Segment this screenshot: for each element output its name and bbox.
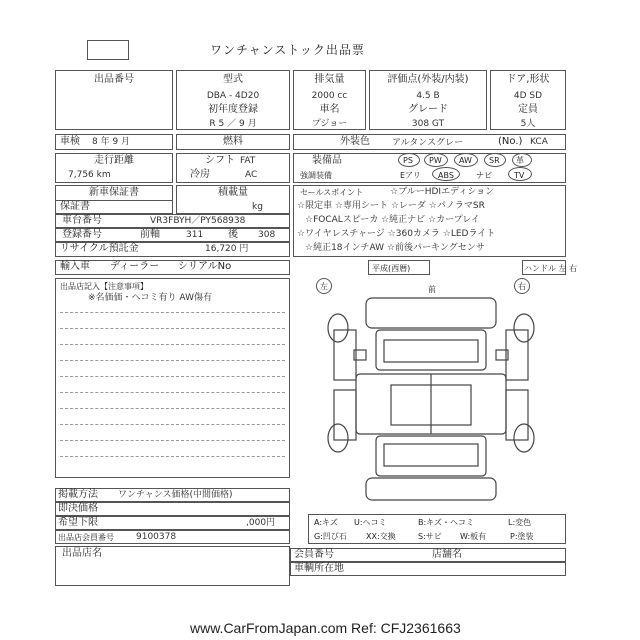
first-reg-label: 初年度登録 <box>208 104 258 115</box>
note-line <box>60 360 285 361</box>
shift-label: シフト <box>205 155 235 166</box>
capacity-value: 5人 <box>520 119 536 129</box>
inspection-label: 車検 <box>60 136 80 147</box>
equip-ps: PS <box>403 156 413 165</box>
exterior-color-value: アルタンスグレー <box>392 138 464 148</box>
first-reg-value: R 5 ／ 9 月 <box>209 119 257 129</box>
emphasis-4: TV <box>514 171 525 180</box>
grade-label: グレード <box>408 104 448 115</box>
handle-label: ハンドル 左 右 <box>524 264 578 273</box>
sales-point-1: ☆ブルーHDIエディション <box>390 187 495 197</box>
note-line <box>60 376 285 377</box>
plate-label: 登録番号 <box>62 229 102 240</box>
note-line <box>60 328 285 329</box>
emphasis-1: Eアリ <box>400 171 421 180</box>
legend-4: L:変色 <box>508 518 532 527</box>
grade-value: 308 GT <box>411 119 445 129</box>
sales-point-4: ☆ワイヤレスチャージ ☆360カメラ ☆LEDライト <box>297 229 496 239</box>
equip-leather: 革 <box>516 156 524 165</box>
car-name-value: プジョー <box>311 119 348 129</box>
import-dealer: ディーラー <box>110 261 160 272</box>
listing-type-value: ワンチャンス価格(中間価格) <box>118 490 233 500</box>
diagram-front: 前 <box>428 285 436 294</box>
car-name-label: 車名 <box>319 104 340 115</box>
legend-3: B:キズ・ヘコミ <box>418 518 475 527</box>
equip-aw: AW <box>459 156 472 165</box>
legend-9: P:塗装 <box>510 532 534 541</box>
sale-price-label: 即決価格 <box>58 503 98 514</box>
model-code-label: 型式 <box>223 74 243 85</box>
notes-title: 出品店記入【注意事項】 <box>60 282 148 291</box>
ac-value: AC <box>245 170 258 180</box>
mileage-value: 7,756 km <box>68 170 111 180</box>
sales-point-label: セールスポイント <box>300 188 364 197</box>
max-load-value: kg <box>252 202 263 212</box>
sales-point-2: ☆限定車 ☆専用シート ☆レーダ ☆パノラマSR <box>297 201 485 211</box>
recycle-value: 16,720 円 <box>205 244 249 254</box>
legend-6: XX:交換 <box>366 532 396 541</box>
location-label: 車輌所在地 <box>294 563 344 574</box>
vin-value: VR3FBYH／PY568938 <box>150 216 246 226</box>
color-no-value: KCA <box>530 137 548 147</box>
shift-value: FAT <box>240 156 256 166</box>
note-line <box>60 312 285 313</box>
equip-sr: SR <box>489 156 500 165</box>
import-serial: シリアルNo <box>178 261 232 272</box>
member-no-label: 会員番号 <box>294 549 334 560</box>
notes-box <box>55 278 290 478</box>
legend-5: G:凹び石 <box>314 532 347 541</box>
legend-1: A:キズ <box>314 518 338 527</box>
car-damage-diagram <box>296 290 566 510</box>
exterior-color-label: 外装色 <box>340 136 370 147</box>
corner-box <box>87 40 129 60</box>
fuel-label: 燃料 <box>223 136 243 147</box>
plate-front: 311 <box>186 230 204 240</box>
store-name-label: 店舗名 <box>432 549 462 560</box>
hope-price-value: ,000円 <box>246 518 276 528</box>
displacement-label: 排気量 <box>314 74 345 85</box>
note-line <box>60 408 285 409</box>
exhibitor-no-value: 9100378 <box>136 532 177 542</box>
import-label: 輸入車 <box>60 261 90 272</box>
hope-price-label: 希望下限 <box>58 517 98 528</box>
watermark: www.CarFromJapan.com Ref: CFJ2361663 <box>190 620 461 636</box>
doors-label: ドア,形状 <box>506 74 550 85</box>
legend-2: U:ヘコミ <box>354 518 387 527</box>
emphasis-label: 強調装備 <box>300 171 332 180</box>
import-box <box>55 260 290 275</box>
plate-rear-label: 後 <box>228 229 238 240</box>
new-car-warranty-label: 新車保証書 <box>89 187 139 198</box>
exhibit-number-label: 出品番号 <box>94 74 134 85</box>
note-line <box>60 392 285 393</box>
equip-pw: PW <box>429 156 442 165</box>
listing-type-label: 掲載方法 <box>58 489 98 500</box>
doors-value: 4D SD <box>513 91 543 101</box>
notes-line-1: ※名価価・ヘコミ有り AW傷有 <box>88 293 212 303</box>
note-line <box>60 456 285 457</box>
inspection-value: 8 年 9 月 <box>92 137 131 147</box>
recycle-label: リサイクル預託金 <box>60 243 139 254</box>
ac-label: 冷房 <box>190 169 210 180</box>
model-code-value: DBA - 4D20 <box>206 91 260 101</box>
note-line <box>60 344 285 345</box>
flat-label: 平成(西暦) <box>372 264 411 273</box>
exhibitor-no-label: 出品店会員番号 <box>58 533 114 542</box>
diagram-right: 右 <box>518 282 526 291</box>
mileage-label: 走行距離 <box>94 155 134 166</box>
capacity-label: 定員 <box>518 104 538 115</box>
plate-front-label: 前軸 <box>140 229 160 240</box>
preservation-label: 保証書 <box>60 201 90 212</box>
color-no-label: (No.) <box>498 136 523 147</box>
displacement-value: 2000 cc <box>311 91 348 101</box>
rating-label: 評価点(外装/内装) <box>387 74 469 85</box>
rating-value: 4.5 B <box>416 91 440 101</box>
emphasis-2: ABS <box>438 171 454 180</box>
equipment-label: 装備品 <box>312 155 342 166</box>
max-load-label: 積載量 <box>218 187 248 198</box>
sales-point-5: ☆純正18インチAW ☆前後パーキングセンサ <box>305 243 485 253</box>
note-line <box>60 440 285 441</box>
sheet-title: ワンチャンストック出品票 <box>210 43 365 57</box>
exhibitor-name-label: 出品店名 <box>62 548 102 559</box>
plate-rear: 308 <box>258 230 276 240</box>
note-line <box>60 424 285 425</box>
emphasis-3: ナビ <box>476 171 492 180</box>
sales-point-3: ☆FOCALスピーカ ☆純正ナビ ☆カープレイ <box>305 215 480 225</box>
legend-8: W:板有 <box>460 532 487 541</box>
diagram-left: 左 <box>320 282 328 291</box>
vin-label: 車台番号 <box>62 215 102 226</box>
legend-7: S:サビ <box>418 532 442 541</box>
